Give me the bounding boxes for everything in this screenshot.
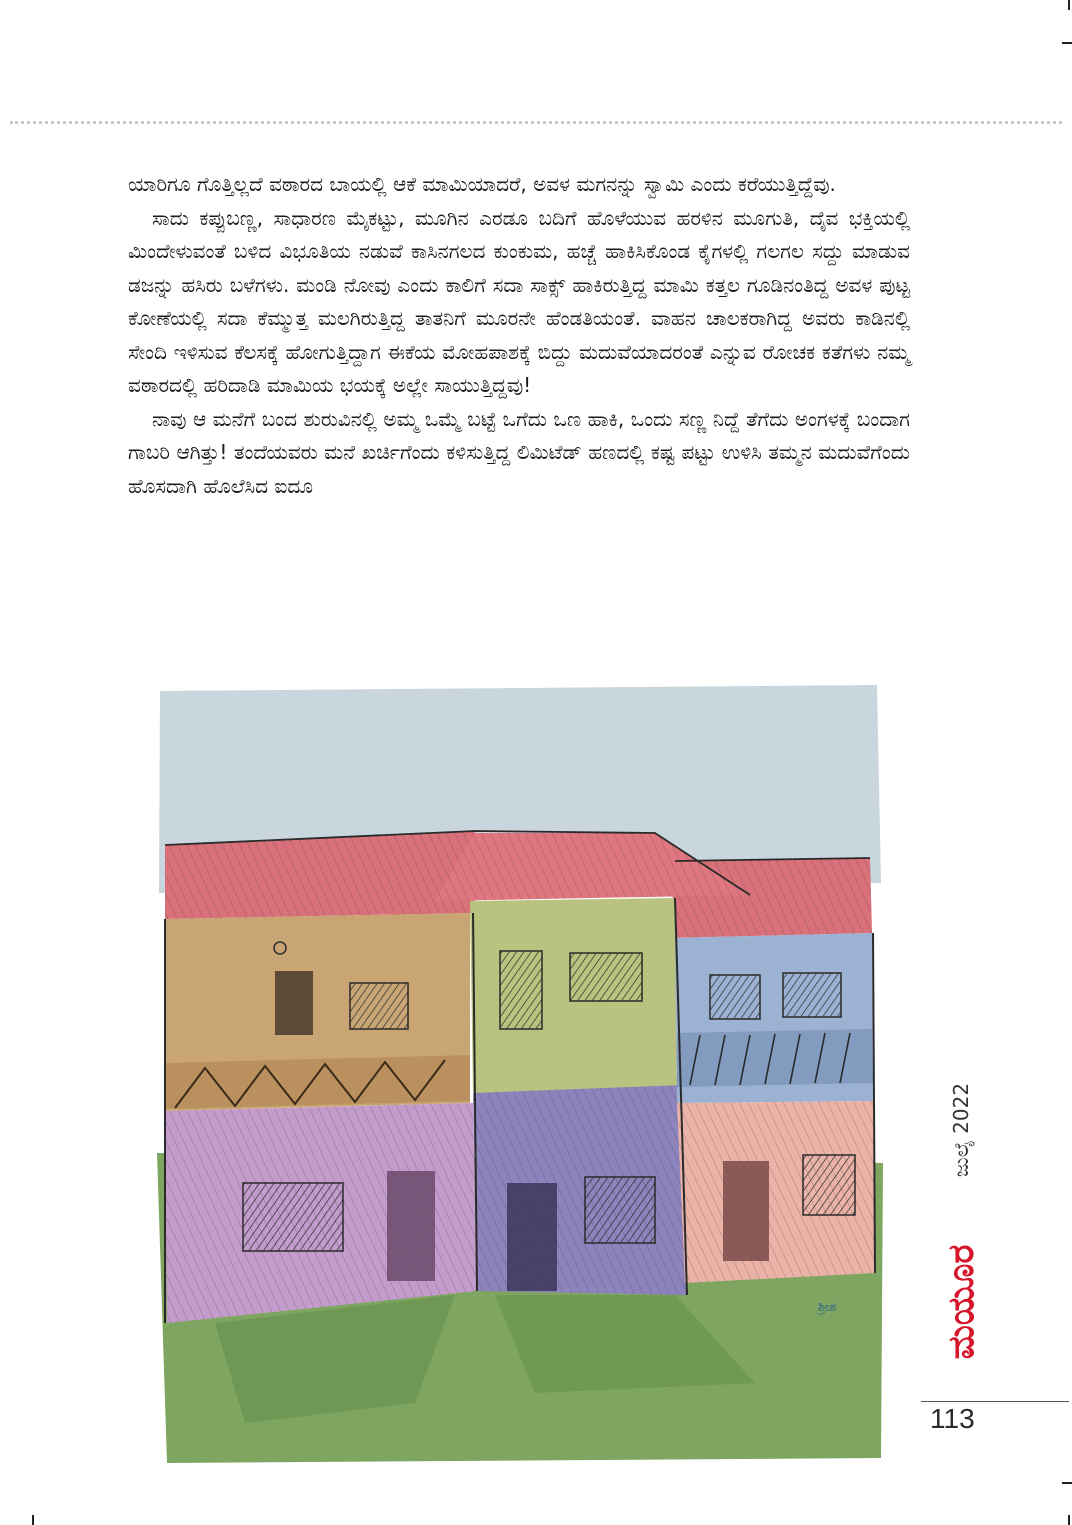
window-right-lower [803,1155,855,1215]
window-right-2 [783,973,841,1017]
magazine-masthead: ಮಯೂರ [941,1244,982,1360]
crop-mark-bottom-right [1068,1515,1070,1525]
issue-date: ಜುಲೈ 2022 [949,1082,973,1178]
door-right [723,1161,769,1261]
article-body [128,168,910,503]
window-left-lower [243,1183,343,1251]
window-center-lower [585,1177,655,1243]
paragraph-3: ನಾವು ಆ ಮನೆಗೆ ಬಂದ ಶುರುವಿನಲ್ಲಿ ಅಮ್ಮ ಒಮ್ಮೆ ಬಟ್ಟೆ ಒಗೆದು ಒಣ ಹಾಕಿ, ಒಂದು ಸಣ್ಣ ನಿದ್ದೆ ತೆಗೆದು ಅಂಗಳಕ್ಕೆ ಬಂದಾಗ ಗಾಬರಿ ಆಗಿತ್ತು! ತಂದೆಯವರು ಮನೆ ಖರ್ಚಿಗೆಂದು ಕಳಿಸುತ್ತಿದ್ದ ಲಿಮಿಟೆಡ್ ಹಣದಲ್ಲಿ ಕಷ್ಟ ಪಟ್ಟು ಉಳಿಸಿ ತಮ್ಮನ ಮದುವೆಗೆಂದು ಹೊಸದಾಗಿ ಹೊಲೆಸಿದ ಐದೂ [128,406,910,498]
crop-mark-right-upper [1062,42,1072,44]
page-number-rule [921,1401,1069,1402]
window-center-2 [570,953,642,1001]
artist-signature: ಶ್ರೀಶ [817,1300,837,1315]
door-left-upper [275,971,313,1035]
houses-illustration [155,683,885,1468]
door-left-lower [387,1171,435,1281]
header-dotted-rule [10,121,1062,124]
door-center [507,1183,557,1291]
window-right-1 [710,975,760,1019]
window-center-1 [500,951,542,1029]
page-number: 113 [930,1403,975,1434]
paragraph-1: ಯಾರಿಗೂ ಗೊತ್ತಿಲ್ಲದೆ ವಠಾರದ ಬಾಯಲ್ಲಿ ಆಕೆ ಮಾಮಿಯಾದರೆ, ಅವಳ ಮಗನನ್ನು ಸ್ವಾಮಿ ಎಂದು ಕರೆಯುತ್ತಿದ್ದೆವು. [128,172,836,196]
paragraph-2: ಸಾದು ಕಪ್ಪುಬಣ್ಣ, ಸಾಧಾರಣ ಮೈಕಟ್ಟು, ಮೂಗಿನ ಎರಡೂ ಬದಿಗೆ ಹೊಳೆಯುವ ಹರಳಿನ ಮೂಗುತಿ, ದೈವ ಭಕ್ತಿಯಲ್ಲಿ ಮಿಂದೇಳುವಂತೆ ಬಳಿದ ವಿಭೂತಿಯ ನಡುವೆ ಕಾಸಿನಗಲದ ಕುಂಕುಮ, ಹಚ್ಚೆ ಹಾಕಿಸಿಕೊಂಡ ಕೈಗಳಲ್ಲಿ ಗಲಗಲ ಸದ್ದು ಮಾಡುವ ಡಜನ್ನು ಹಸಿರು ಬಳೆಗಳು. ಮಂಡಿ ನೋವು ಎಂದು ಕಾಲಿಗೆ ಸದಾ ಸಾಕ್ಸ್ ಹಾಕಿರುತ್ತಿದ್ದ ಮಾಮಿ ಕತ್ತಲ ಗೂಡಿನಂತಿದ್ದ ಅವಳ ಪುಟ್ಟ ಕೋಣೆಯಲ್ಲಿ ಸದಾ ಕೆಮ್ಮುತ್ತ ಮಲಗಿರುತ್ತಿದ್ದ ತಾತನಿಗೆ ಮೂರನೇ ಹೆಂಡತಿಯಂತೆ. ವಾಹನ ಚಾಲಕರಾಗಿದ್ದ ಅವರು ಕಾಡಿನಲ್ಲಿ ಸೇಂದಿ ಇಳಿಸುವ ಕೆಲಸಕ್ಕೆ ಹೋಗುತ್ತಿದ್ದಾಗ ಈಕೆಯ ಮೋಹಪಾಶಕ್ಕೆ ಬಿದ್ದು ಮದುವೆಯಾದರಂತೆ ಎನ್ನುವ ರೋಚಕ ಕತೆಗಳು ನಮ್ಮ ವಠಾರದಲ್ಲಿ ಹರಿದಾಡಿ ಮಾಮಿಯ ಭಯಕ್ಕೆ ಅಲ್ಲೇ ಸಾಯುತ್ತಿದ್ದವು! [128,205,910,397]
crop-mark-top-right [1068,0,1070,10]
window-left-upper [350,983,408,1029]
crop-mark-bottom-left [32,1515,34,1525]
crop-mark-right-lower [1062,1482,1072,1484]
balcony-left [165,1055,470,1109]
